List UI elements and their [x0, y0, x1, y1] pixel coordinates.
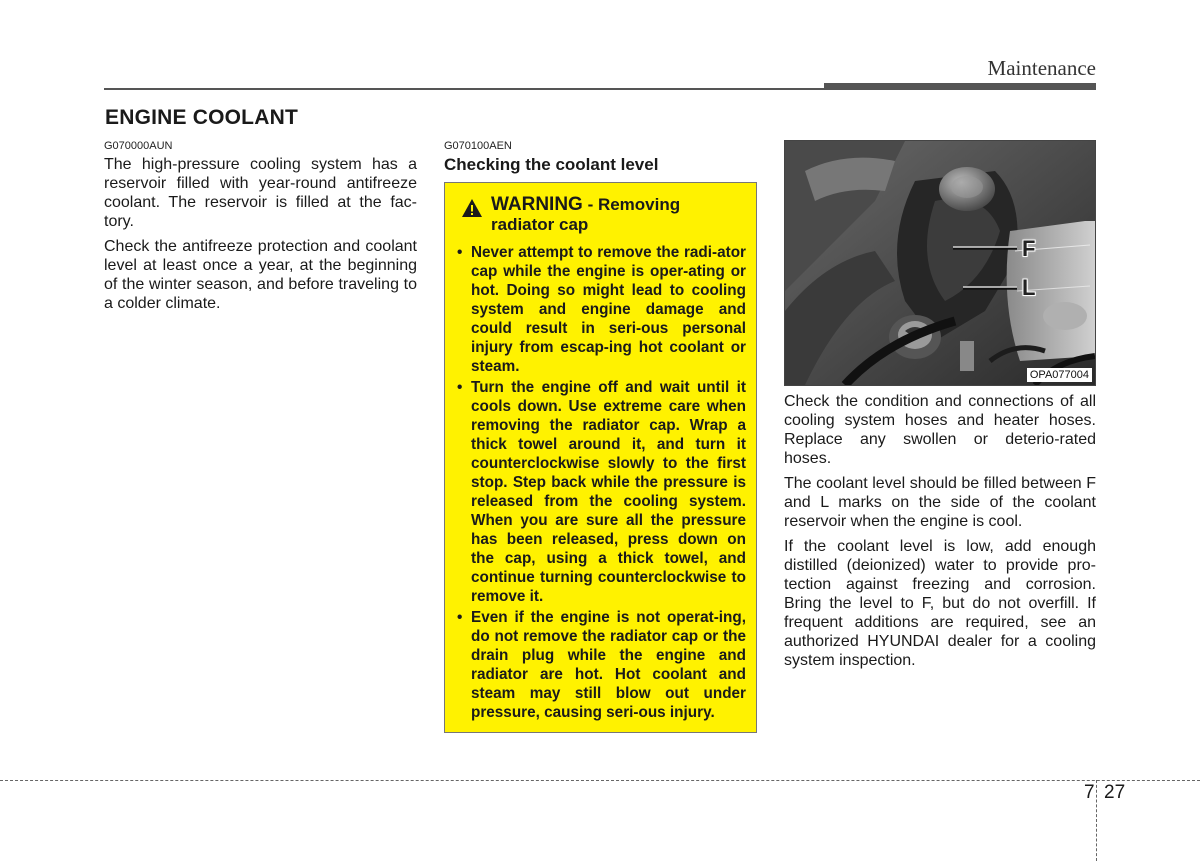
middle-column [444, 140, 757, 733]
warning-bullet: • Even if the engine is not operat-ing, do not remove the radiator cap or the drain plug while the engine and radiator are hot. Hot coolant and steam may still blow out under pressure, causing seri-ous injury. [455, 608, 746, 722]
footer-divider [0, 780, 1200, 781]
left-column [104, 140, 417, 319]
paragraph: Check the condition and connections of all cooling system hoses and heater hoses. Replace any swollen or deterio-rated hoses. [784, 393, 1096, 467]
page-title: ENGINE COOLANT [105, 106, 298, 129]
figure-caption: OPA077004 [1027, 368, 1092, 382]
header-rule-thin [104, 88, 824, 90]
warning-word: WARNING [491, 194, 583, 215]
section-code: G070000AUN [104, 140, 173, 152]
fill-mark-low-label: L [1022, 275, 1036, 300]
warning-list [455, 243, 746, 722]
header-rule-thick [824, 83, 1096, 90]
warning-box [444, 182, 757, 733]
warning-subject: - Removing radiator cap [491, 195, 681, 234]
subheading: Checking the coolant level [444, 155, 659, 174]
paragraph: If the coolant level is low, add enough distilled (deionized) water to provide pro-tection against freezing and corrosion. Bring the level to F, but do not overfill. If frequent additions are required, see an authorized HYUNDAI dealer for a cooling system inspection. [784, 538, 1096, 669]
fill-mark-full-label: F [1022, 236, 1036, 261]
warning-bullet: • Never attempt to remove the radi-ator cap while the engine is oper-ating or hot. Doing so might lead to cooling system and engine damage and could result in seri-ous personal injury from escap-ing hot coolant or steam. [455, 243, 746, 376]
paragraph: Check the antifreeze protection and coolant level at least once a year, at the beginning of the winter season, and before traveling to a colder climate. [104, 238, 417, 312]
paragraph: The coolant level should be filled between F and L marks on the side of the coolant reservoir when the engine is cool. [784, 475, 1096, 530]
chapter-number: 7 [1084, 782, 1095, 803]
engine-bay-illustration [785, 141, 1095, 385]
section-code: G070100AEN [444, 140, 512, 152]
engine-bay-photo [784, 140, 1096, 386]
right-column [784, 140, 1096, 676]
paragraph: The high-pressure cooling system has a reservoir filled with year-round antifreeze coolant. The reservoir is filled at the fac-tory. [104, 156, 417, 230]
warning-header [455, 195, 746, 235]
warning-triangle-icon [461, 198, 483, 218]
footer-vertical-divider [1096, 780, 1097, 861]
section-title: Maintenance [987, 56, 1096, 80]
page-number: 27 [1104, 782, 1126, 803]
warning-bullet: • Turn the engine off and wait until it cools down. Use extreme care when removing the radiator cap. Wrap a thick towel around it, and turn it counterclockwise slowly to the first stop. Step back while the pressure is released from the cooling system. When you are sure all the pressure has been released, press down on the cap, using a thick towel, and continue turning counterclockwise to remove it. [455, 378, 746, 606]
warning-title [491, 195, 746, 235]
